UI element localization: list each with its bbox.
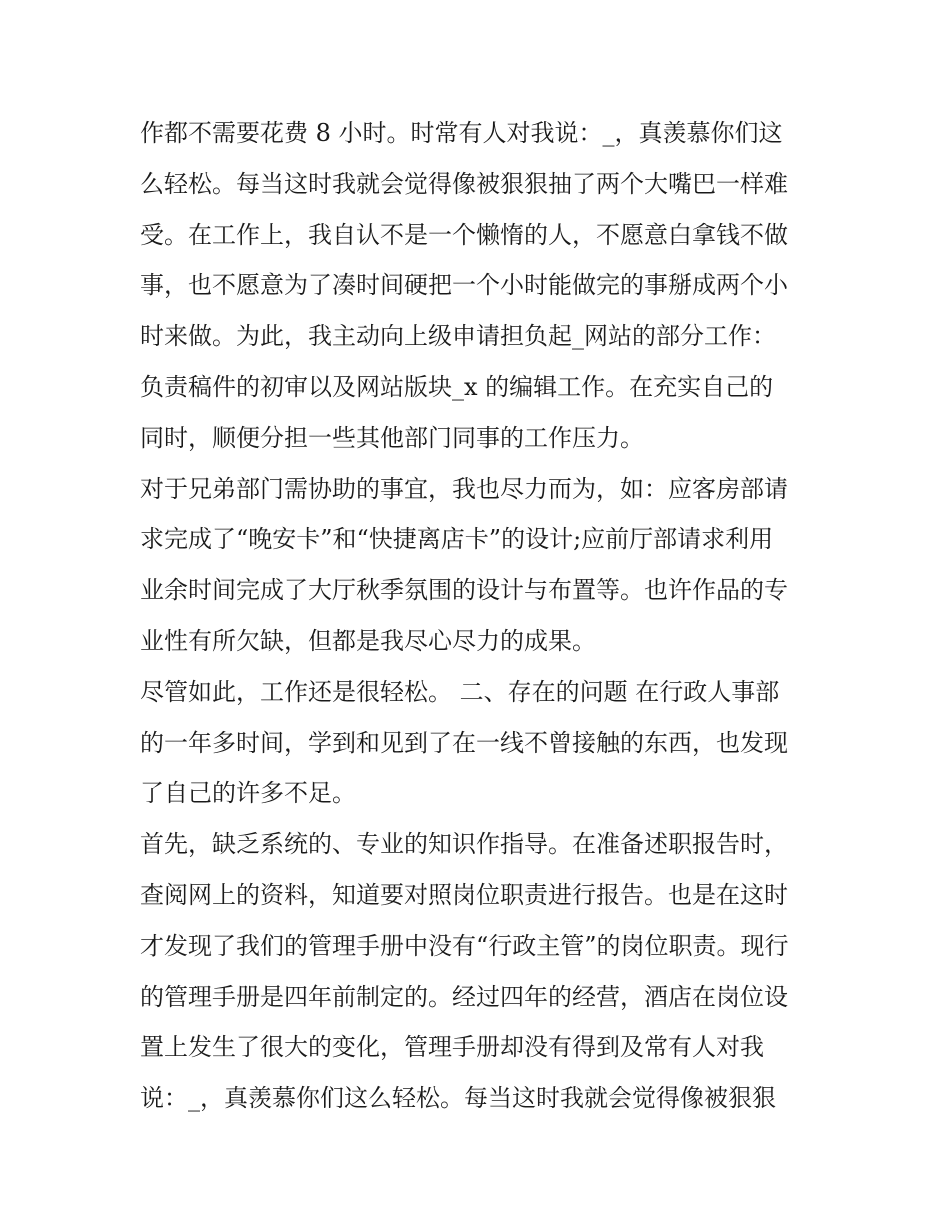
text-line: 的一年多时间，学到和见到了在一线不曾接触的东西，也发现	[140, 728, 788, 757]
text-line: 的管理手册是四年前制定的。经过四年的经营，酒店在岗位设	[140, 982, 788, 1011]
text-line: 时来做。为此，我主动向上级申请担负起_网站的部分工作：	[140, 322, 776, 351]
text-line: 作都不需要花费 8 小时。时常有人对我说：_，真羡慕你们这	[140, 119, 783, 147]
text-line: 同时，顺便分担一些其他部门同事的工作压力。	[140, 423, 644, 452]
text-line: 求完成了“晚安卡”和“快捷离店卡”的设计;应前厅部请求利用	[140, 525, 774, 554]
text-line: 么轻松。每当这时我就会觉得像被狠狠抽了两个大嘴巴一样难	[140, 169, 788, 198]
text-line: 尽管如此，工作还是很轻松。 二、存在的问题 在行政人事部	[140, 677, 780, 706]
text-line: 了自己的许多不足。	[140, 779, 356, 808]
text-line: 负责稿件的初审以及网站版块_x 的编辑工作。在充实自己的	[140, 372, 774, 401]
text-line: 事，也不愿意为了凑时间硬把一个小时能做完的事掰成两个小	[140, 271, 788, 300]
text-line: 查阅网上的资料，知道要对照岗位职责进行报告。也是在这时	[140, 880, 788, 909]
text-line: 才发现了我们的管理手册中没有“行政主管”的岗位职责。现行	[140, 931, 789, 960]
text-line: 业性有所欠缺，但都是我尽心尽力的成果。	[140, 626, 596, 655]
text-line: 首先，缺乏系统的、专业的知识作指导。在准备述职报告时，	[140, 830, 788, 859]
text-line: 说：_，真羡慕你们这么轻松。每当这时我就会觉得像被狠狠	[140, 1084, 776, 1113]
text-line: 业余时间完成了大厅秋季氛围的设计与布置等。也许作品的专	[140, 576, 788, 605]
text-line: 对于兄弟部门需协助的事宜，我也尽力而为，如：应客房部请	[140, 474, 788, 503]
text-line: 置上发生了很大的变化，管理手册却没有得到及常有人对我	[140, 1033, 764, 1062]
text-line: 受。在工作上，我自认不是一个懒惰的人，不愿意白拿钱不做	[140, 220, 788, 249]
document-body	[140, 108, 830, 1124]
